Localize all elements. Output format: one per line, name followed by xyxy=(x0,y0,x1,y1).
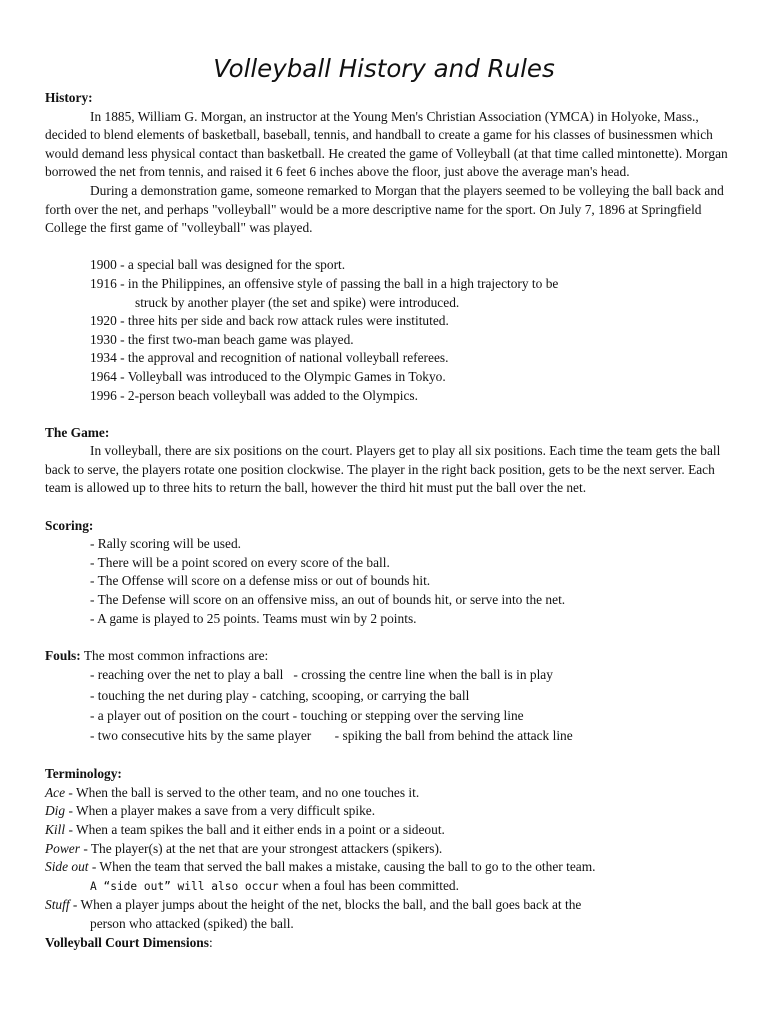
term-entry xyxy=(45,784,730,803)
scoring-item: - A game is played to 25 points. Teams must win by 2 points. xyxy=(90,610,417,626)
timeline-entry-continuation: struck by another player (the set and spike) were introduced. xyxy=(135,294,460,310)
timeline-entry: 1996 - 2-person beach volleyball was added to the Olympics. xyxy=(90,387,418,403)
foul-item: - a player out of position on the court - touching or stepping over the serving line xyxy=(90,708,524,723)
timeline-entry: 1920 - three hits per side and back row attack rules were instituted. xyxy=(90,313,449,329)
term-name: Kill xyxy=(45,821,66,837)
scoring-item: - Rally scoring will be used. xyxy=(90,536,241,552)
court-dimensions-heading: Volleyball Court Dimensions xyxy=(45,934,209,950)
document-body xyxy=(45,89,730,952)
fouls-section xyxy=(45,647,730,747)
term-definition: - When a team spikes the ball and it either ends in a point or a sideout. xyxy=(65,821,445,837)
timeline-entry: 1964 - Volleyball was introduced to the Olympic Games in Tokyo. xyxy=(90,368,446,384)
foul-item: - reaching over the net to play a ball - crossing the centre line when the ball is in play xyxy=(90,667,553,683)
fouls-heading: Fouls: xyxy=(45,647,81,663)
scoring-heading: Scoring: xyxy=(45,517,94,533)
game-paragraph: In volleyball, there are six positions on the court. Players get to play all six positions. Each time the team gets the ball back to serve, the players rotate one position clockwise. The player in the right back position, gets to be the next server. Each team is allowed up to three hits to return the ball, however the third hit must put the ball over the net. xyxy=(45,443,721,496)
scoring-item: - The Offense will score on a defense miss or out of bounds hit. xyxy=(90,573,431,589)
timeline-entry: 1916 - in the Philippines, an offensive style of passing the ball in a high trajectory to be xyxy=(90,275,559,291)
fouls-list xyxy=(90,665,730,746)
timeline-entry: 1934 - the approval and recognition of national volleyball referees. xyxy=(90,350,449,366)
term-name: Power xyxy=(45,840,80,856)
foul-item: - two consecutive hits by the same player - spiking the ball from behind the attack line xyxy=(90,728,573,744)
history-section xyxy=(45,89,730,405)
history-timeline xyxy=(90,256,730,405)
term-definition: - When a player makes a save from a very difficult spike. xyxy=(65,803,376,819)
term-name: Stuff xyxy=(45,897,70,913)
game-heading: The Game: xyxy=(45,424,110,440)
game-section xyxy=(45,424,730,498)
history-paragraph-2: During a demonstration game, someone remarked to Morgan that the players seemed to be volleying the ball back and forth over the net, and perhaps "volleyball" would be a more descriptive name for the sport. On July 7, 1896 at Springfield College the first game of "volleyball" was played. xyxy=(45,182,724,236)
term-continuation xyxy=(45,877,730,897)
scoring-item: - The Defense will score on an offensive miss, an out of bounds hit, or serve into the net. xyxy=(90,592,566,608)
fouls-intro-line xyxy=(45,647,730,666)
term-definition: - When the ball is served to the other team, and no one touches it. xyxy=(65,784,420,800)
document-title: Volleyball History and Rules xyxy=(213,54,555,83)
timeline-entry: 1900 - a special ball was designed for the sport. xyxy=(90,257,346,273)
scoring-list xyxy=(90,535,730,628)
side-out-note: A “side out” will also occur xyxy=(90,879,279,893)
fouls-intro: The most common infractions are: xyxy=(80,647,269,663)
term-definition: - The player(s) at the net that are your strongest attackers (spikers). xyxy=(79,840,443,856)
scoring-item: - There will be a point scored on every score of the ball. xyxy=(90,554,390,570)
term-name: Side out xyxy=(45,859,89,875)
history-heading: History: xyxy=(45,90,93,105)
term-entry xyxy=(45,858,730,877)
term-name: Ace xyxy=(45,784,66,800)
term-entry xyxy=(45,840,730,859)
terminology-heading: Terminology: xyxy=(45,766,122,782)
term-entry xyxy=(45,896,730,915)
side-out-note-end: when a foul has been committed. xyxy=(278,877,459,893)
term-continuation: person who attacked (spiked) the ball. xyxy=(90,915,294,931)
term-entry xyxy=(45,821,730,840)
term-definition: - When a player jumps about the height of the net, blocks the ball, and the ball goes back at the xyxy=(69,897,582,913)
foul-item: - touching the net during play - catching, scooping, or carrying the ball xyxy=(90,687,470,703)
court-dimensions-line xyxy=(45,934,730,953)
term-entry xyxy=(45,802,730,821)
term-name: Dig xyxy=(45,803,66,819)
terminology-section xyxy=(45,765,730,933)
term-definition: - When the team that served the ball makes a mistake, causing the ball to go to the other team. xyxy=(88,859,596,875)
scoring-section xyxy=(45,517,730,629)
timeline-entry: 1930 - the first two-man beach game was played. xyxy=(90,331,354,347)
history-paragraph-1: In 1885, William G. Morgan, an instructor at the Young Men's Christian Association (YMCA) in Holyoke, Mass., decided to blend elements of basketball, baseball, tennis, and handball to create a game for his classes of businessmen which would demand less physical contact than basketball. He created the game of Volleyball (at that time called mintonette). Morgan borrowed the net from tennis, and raised it 6 feet 6 inches above the floor, just above the average man's head. xyxy=(45,108,728,180)
court-dimensions-colon: : xyxy=(208,934,213,950)
